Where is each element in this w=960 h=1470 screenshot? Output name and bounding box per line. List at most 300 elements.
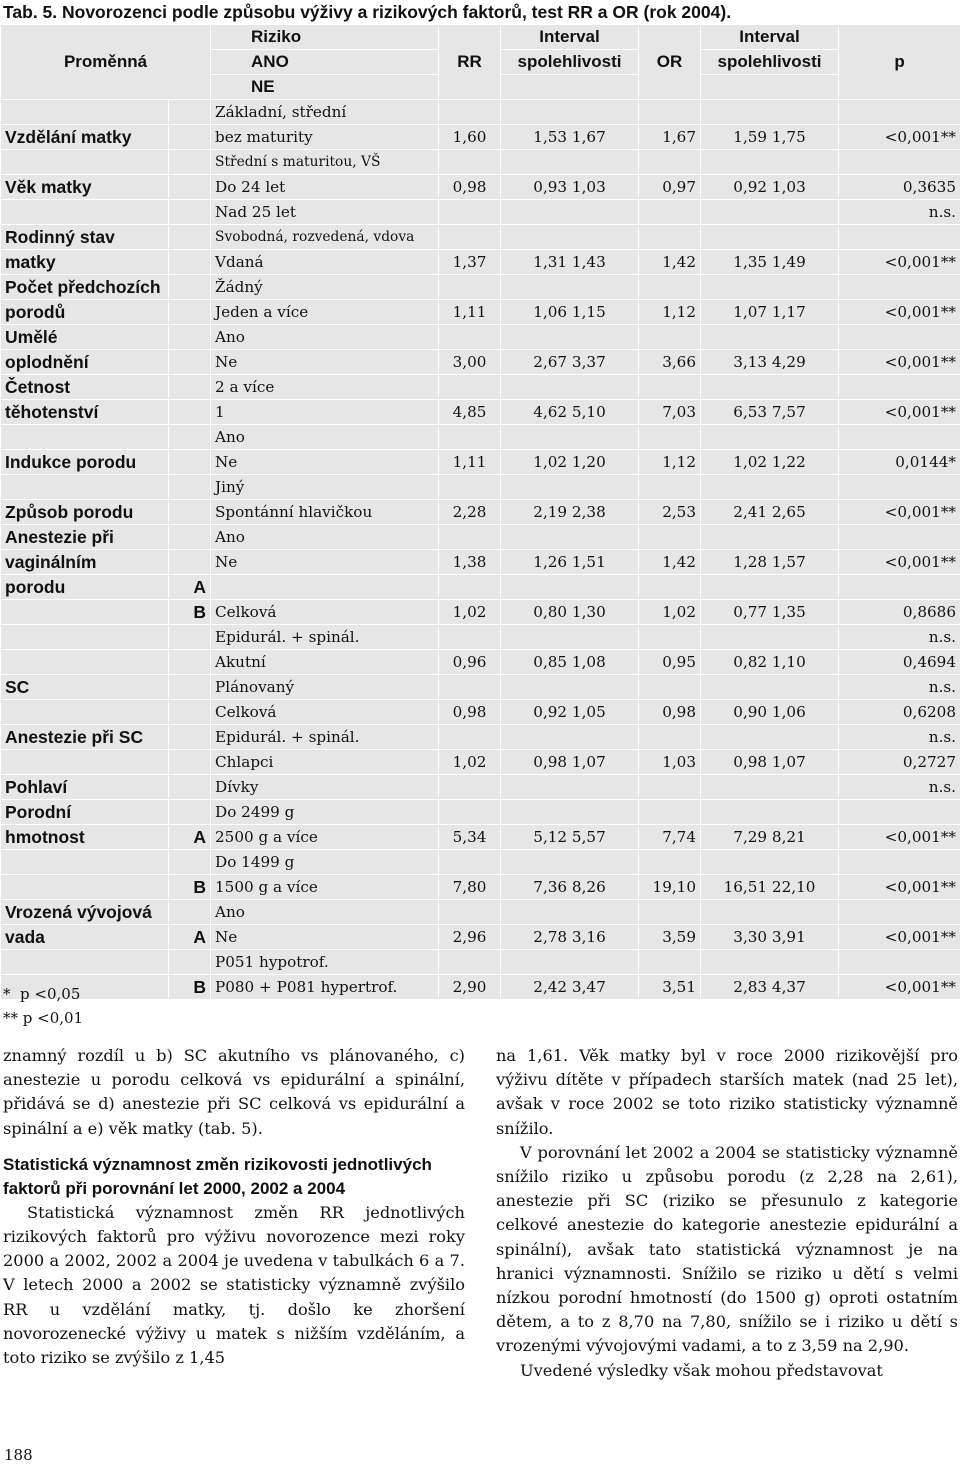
or-cell: 0,95	[639, 650, 701, 675]
ci2-cell	[701, 850, 839, 875]
ci2-cell: 1,35 1,49	[701, 250, 839, 275]
p-cell: <0,001**	[839, 875, 960, 900]
or-cell	[639, 800, 701, 825]
sublabel-cell	[169, 175, 211, 200]
ci2-cell: 3,13 4,29	[701, 350, 839, 375]
variable-cell	[1, 625, 169, 650]
risk-cell: Celková	[211, 700, 439, 725]
table-row	[1, 925, 960, 950]
p-cell: 0,4694	[839, 650, 960, 675]
variable-cell: Počet předchozích	[1, 275, 169, 300]
sublabel-cell	[169, 750, 211, 775]
table-row	[1, 400, 960, 425]
risk-cell: 2500 g a více	[211, 825, 439, 850]
variable-cell	[1, 700, 169, 725]
header-ci1-3	[501, 75, 639, 100]
rr-cell	[439, 475, 501, 500]
rr-cell: 4,85	[439, 400, 501, 425]
ci2-cell	[701, 775, 839, 800]
table-row	[1, 250, 960, 275]
ci1-cell	[501, 850, 639, 875]
rr-cell: 1,38	[439, 550, 501, 575]
left-paragraph-1: znamný rozdíl u b) SC akutního vs plánovaného, c) anestezie u porodu celková vs epidurální a spinální, přidává se d) anestezie při SC celková vs epidurální a spinální a e) věk matky (tab. 5).	[3, 1046, 465, 1138]
risk-cell: Ne	[211, 450, 439, 475]
table-row	[1, 800, 960, 825]
risk-cell: P080 + P081 hypertrof.	[211, 975, 439, 1000]
table-row	[1, 875, 960, 900]
table-row	[1, 225, 960, 250]
risk-cell: Akutní	[211, 650, 439, 675]
variable-cell: Četnost	[1, 375, 169, 400]
sublabel-cell	[169, 900, 211, 925]
p-cell	[839, 900, 960, 925]
or-cell	[639, 275, 701, 300]
risk-cell: Svobodná, rozvedená, vdova	[211, 225, 439, 250]
or-cell	[639, 725, 701, 750]
sublabel-cell: B	[169, 875, 211, 900]
risk-cell: Epidurál. + spinál.	[211, 725, 439, 750]
table-row	[1, 200, 960, 225]
ci1-cell	[501, 225, 639, 250]
rr-cell	[439, 775, 501, 800]
table-row	[1, 575, 960, 600]
table-row	[1, 350, 960, 375]
variable-cell: hmotnost	[1, 825, 169, 850]
variable-cell: Anestezie při	[1, 525, 169, 550]
sublabel-cell	[169, 650, 211, 675]
rr-cell	[439, 525, 501, 550]
risk-cell: Jiný	[211, 475, 439, 500]
or-cell	[639, 625, 701, 650]
rr-cell	[439, 425, 501, 450]
or-cell: 1,42	[639, 550, 701, 575]
ci2-cell: 1,59 1,75	[701, 125, 839, 150]
rr-cell: 2,90	[439, 975, 501, 1000]
header-p: p	[839, 25, 960, 100]
right-paragraph-1: na 1,61. Věk matky byl v roce 2000 rizikovější pro výživu dítěte v případech starších matek (nad 25 let), avšak v roce 2002 se toto riziko statisticky významně snížilo.	[496, 1046, 958, 1138]
left-column	[3, 1044, 465, 1370]
p-cell: 0,2727	[839, 750, 960, 775]
table-row	[1, 450, 960, 475]
rr-cell: 1,37	[439, 250, 501, 275]
ci2-cell	[701, 950, 839, 975]
sublabel-cell	[169, 675, 211, 700]
p-cell: 0,0144*	[839, 450, 960, 475]
ci2-cell	[701, 375, 839, 400]
p-cell	[839, 950, 960, 975]
rr-cell: 2,28	[439, 500, 501, 525]
header-risk-3: NE	[211, 75, 439, 100]
sublabel-cell	[169, 550, 211, 575]
p-cell	[839, 475, 960, 500]
sublabel-cell: A	[169, 575, 211, 600]
header-ci2-2: spolehlivosti	[701, 50, 839, 75]
ci2-cell	[701, 200, 839, 225]
variable-cell	[1, 425, 169, 450]
header-ci1-1: Interval	[501, 25, 639, 50]
table-row	[1, 175, 960, 200]
variable-cell	[1, 150, 169, 175]
table-row	[1, 900, 960, 925]
variable-cell: Rodinný stav	[1, 225, 169, 250]
ci2-cell: 2,41 2,65	[701, 500, 839, 525]
or-cell: 7,74	[639, 825, 701, 850]
variable-cell	[1, 100, 169, 125]
risk-cell: Ano	[211, 325, 439, 350]
ci2-cell	[701, 100, 839, 125]
risk-cell: Epidurál. + spinál.	[211, 625, 439, 650]
rr-cell: 5,34	[439, 825, 501, 850]
header-variable: Proměnná	[1, 25, 211, 100]
variable-cell	[1, 650, 169, 675]
ci1-cell: 0,92 1,05	[501, 700, 639, 725]
sublabel-cell: A	[169, 925, 211, 950]
p-cell	[839, 225, 960, 250]
rr-cell: 1,11	[439, 300, 501, 325]
p-cell: 0,8686	[839, 600, 960, 625]
ci1-cell: 1,26 1,51	[501, 550, 639, 575]
p-cell: <0,001**	[839, 125, 960, 150]
or-cell	[639, 475, 701, 500]
header-risk-2: ANO	[211, 50, 439, 75]
header-ci1-2: spolehlivosti	[501, 50, 639, 75]
table-row	[1, 425, 960, 450]
risk-cell: Spontánní hlavičkou	[211, 500, 439, 525]
sublabel-cell	[169, 800, 211, 825]
or-cell: 1,67	[639, 125, 701, 150]
table-row	[1, 475, 960, 500]
ci1-cell: 5,12 5,57	[501, 825, 639, 850]
ci1-cell: 2,67 3,37	[501, 350, 639, 375]
ci2-cell	[701, 725, 839, 750]
section-heading: Statistická významnost změn rizikovosti jednotlivých faktorů při porovnání let 2000, 2002 a 2004	[3, 1154, 432, 1198]
or-cell: 1,02	[639, 600, 701, 625]
p-cell: <0,001**	[839, 550, 960, 575]
or-cell: 0,97	[639, 175, 701, 200]
ci1-cell: 0,93 1,03	[501, 175, 639, 200]
sublabel-cell	[169, 325, 211, 350]
header-ci2-1: Interval	[701, 25, 839, 50]
p-cell: <0,001**	[839, 250, 960, 275]
or-cell	[639, 850, 701, 875]
ci2-cell: 2,83 4,37	[701, 975, 839, 1000]
table-row	[1, 950, 960, 975]
ci2-cell	[701, 900, 839, 925]
ci1-cell: 1,53 1,67	[501, 125, 639, 150]
right-paragraph-2: V porovnání let 2002 a 2004 se statisticky významně snížilo riziko u způsobu porodu (z 2,28 na 2,61), anestezie při SC (riziko se přesunulo z kategorie celkové anestezie do kategorie anestezie epidurální a spinální), avšak tato statistická významnost je na hranici významnosti. Snížilo se riziko u dětí s velmi nízkou porodní hmotností (do 1500 g) oproti ostatním dětem, a to z 8,70 na 7,80, snížilo se i riziko u dětí s vrozenými vývojovými vadami, a to z 3,59 na 2,90.	[496, 1142, 958, 1356]
right-paragraph-3: Uvedené výsledky však mohou představovat	[520, 1360, 883, 1380]
table-row	[1, 325, 960, 350]
variable-cell: Vrozená vývojová	[1, 900, 169, 925]
ci2-cell	[701, 800, 839, 825]
ci2-cell: 1,02 1,22	[701, 450, 839, 475]
rr-cell	[439, 375, 501, 400]
variable-cell: těhotenství	[1, 400, 169, 425]
or-cell	[639, 425, 701, 450]
table-row	[1, 725, 960, 750]
sublabel-cell	[169, 300, 211, 325]
ci1-cell	[501, 275, 639, 300]
risk-cell: Ne	[211, 350, 439, 375]
risk-table	[0, 24, 960, 1000]
rr-cell	[439, 225, 501, 250]
ci2-cell: 0,92 1,03	[701, 175, 839, 200]
risk-cell: Základní, střední	[211, 100, 439, 125]
or-cell: 2,53	[639, 500, 701, 525]
risk-cell: Vdaná	[211, 250, 439, 275]
table-caption: Tab. 5. Novorozenci podle způsobu výživy a rizikových faktorů, test RR a OR (rok 2004).	[3, 2, 732, 22]
rr-cell	[439, 800, 501, 825]
ci2-cell: 0,98 1,07	[701, 750, 839, 775]
ci2-cell: 7,29 8,21	[701, 825, 839, 850]
or-cell: 1,12	[639, 450, 701, 475]
variable-cell: Umělé	[1, 325, 169, 350]
ci2-cell: 16,51 22,10	[701, 875, 839, 900]
rr-cell: 3,00	[439, 350, 501, 375]
table-row	[1, 500, 960, 525]
ci1-cell	[501, 575, 639, 600]
rr-cell: 0,98	[439, 700, 501, 725]
or-cell	[639, 325, 701, 350]
p-cell: <0,001**	[839, 300, 960, 325]
p-cell: <0,001**	[839, 975, 960, 1000]
sublabel-cell: B	[169, 600, 211, 625]
sublabel-cell	[169, 350, 211, 375]
left-paragraph-2: Statistická významnost změn RR jednotlivých rizikových faktorů pro výživu novorozence mezi roky 2000 a 2002, 2002 a 2004 je uvedena v tabulkách 6 a 7. V letech 2000 a 2002 se statisticky významně zvýšilo RR u vzdělání matky, tj. došlo ke zhoršení novorozenecké výživy u matek s nižším vzděláním, a toto riziko se zvýšilo z 1,45	[3, 1202, 465, 1368]
risk-cell: P051 hypotrof.	[211, 950, 439, 975]
ci1-cell: 0,80 1,30	[501, 600, 639, 625]
table-row	[1, 150, 960, 175]
ci1-cell: 0,98 1,07	[501, 750, 639, 775]
sublabel-cell: B	[169, 975, 211, 1000]
p-cell: 0,3635	[839, 175, 960, 200]
sublabel-cell	[169, 625, 211, 650]
rr-cell	[439, 200, 501, 225]
p-cell	[839, 525, 960, 550]
risk-cell: Ne	[211, 550, 439, 575]
risk-cell: Plánovaný	[211, 675, 439, 700]
ci1-cell: 1,02 1,20	[501, 450, 639, 475]
page-number: 188	[4, 1446, 33, 1464]
risk-cell: Ano	[211, 425, 439, 450]
sublabel-cell	[169, 375, 211, 400]
risk-cell: Střední s maturitou, VŠ	[211, 150, 439, 175]
ci1-cell	[501, 525, 639, 550]
p-cell	[839, 150, 960, 175]
header-ci2-3	[701, 75, 839, 100]
risk-cell: Žádný	[211, 275, 439, 300]
p-cell: <0,001**	[839, 925, 960, 950]
rr-cell	[439, 100, 501, 125]
ci1-cell	[501, 150, 639, 175]
ci2-cell	[701, 275, 839, 300]
risk-cell	[211, 575, 439, 600]
ci1-cell	[501, 375, 639, 400]
or-cell	[639, 100, 701, 125]
rr-cell: 1,11	[439, 450, 501, 475]
ci1-cell: 1,31 1,43	[501, 250, 639, 275]
rr-cell	[439, 900, 501, 925]
sublabel-cell	[169, 500, 211, 525]
rr-cell: 1,02	[439, 600, 501, 625]
ci2-cell: 3,30 3,91	[701, 925, 839, 950]
ci2-cell: 1,28 1,57	[701, 550, 839, 575]
or-cell: 7,03	[639, 400, 701, 425]
ci1-cell	[501, 775, 639, 800]
ci2-cell	[701, 525, 839, 550]
p-cell	[839, 275, 960, 300]
p-cell	[839, 800, 960, 825]
or-cell	[639, 775, 701, 800]
variable-cell: Způsob porodu	[1, 500, 169, 525]
rr-cell: 1,02	[439, 750, 501, 775]
risk-cell: Jeden a více	[211, 300, 439, 325]
ci2-cell	[701, 475, 839, 500]
ci2-cell: 0,90 1,06	[701, 700, 839, 725]
sublabel-cell	[169, 100, 211, 125]
ci1-cell: 2,78 3,16	[501, 925, 639, 950]
table-row	[1, 650, 960, 675]
p-cell: n.s.	[839, 775, 960, 800]
or-cell	[639, 525, 701, 550]
or-cell	[639, 150, 701, 175]
rr-cell	[439, 150, 501, 175]
sublabel-cell	[169, 275, 211, 300]
variable-cell: oplodnění	[1, 350, 169, 375]
p-cell: <0,001**	[839, 500, 960, 525]
header-risk-1: Riziko	[211, 25, 439, 50]
header-rr: RR	[439, 25, 501, 100]
or-cell: 1,12	[639, 300, 701, 325]
rr-cell: 0,98	[439, 175, 501, 200]
ci1-cell	[501, 725, 639, 750]
table-row	[1, 675, 960, 700]
sublabel-cell	[169, 700, 211, 725]
rr-cell: 1,60	[439, 125, 501, 150]
ci1-cell	[501, 900, 639, 925]
rr-cell: 2,96	[439, 925, 501, 950]
p-cell: 0,6208	[839, 700, 960, 725]
table-row	[1, 275, 960, 300]
header-or: OR	[639, 25, 701, 100]
variable-cell: Vzdělání matky	[1, 125, 169, 150]
variable-cell	[1, 750, 169, 775]
ci2-cell	[701, 225, 839, 250]
rr-cell	[439, 575, 501, 600]
table-row	[1, 825, 960, 850]
risk-cell: Do 24 let	[211, 175, 439, 200]
ci1-cell: 2,19 2,38	[501, 500, 639, 525]
variable-cell: vada	[1, 925, 169, 950]
risk-cell: Ano	[211, 525, 439, 550]
table-row	[1, 375, 960, 400]
risk-cell: Ano	[211, 900, 439, 925]
risk-cell: 2 a více	[211, 375, 439, 400]
sublabel-cell	[169, 450, 211, 475]
rr-cell	[439, 950, 501, 975]
sublabel-cell	[169, 950, 211, 975]
ci2-cell: 1,07 1,17	[701, 300, 839, 325]
ci1-cell	[501, 425, 639, 450]
table-row	[1, 100, 960, 125]
variable-cell	[1, 475, 169, 500]
or-cell	[639, 575, 701, 600]
rr-cell	[439, 275, 501, 300]
variable-cell: vaginálním	[1, 550, 169, 575]
p-cell: n.s.	[839, 725, 960, 750]
sublabel-cell	[169, 225, 211, 250]
rr-cell: 0,96	[439, 650, 501, 675]
rr-cell	[439, 850, 501, 875]
ci2-cell	[701, 150, 839, 175]
ci1-cell	[501, 200, 639, 225]
sublabel-cell	[169, 725, 211, 750]
sublabel-cell	[169, 850, 211, 875]
sublabel-cell: A	[169, 825, 211, 850]
ci2-cell: 0,77 1,35	[701, 600, 839, 625]
ci2-cell: 0,82 1,10	[701, 650, 839, 675]
table-row	[1, 600, 960, 625]
table-body	[1, 100, 960, 1000]
sublabel-cell	[169, 250, 211, 275]
note-line-1: * p <0,05	[3, 985, 81, 1003]
table-row	[1, 850, 960, 875]
variable-cell: porodů	[1, 300, 169, 325]
or-cell	[639, 200, 701, 225]
risk-cell: Chlapci	[211, 750, 439, 775]
p-cell	[839, 100, 960, 125]
sublabel-cell	[169, 125, 211, 150]
ci1-cell	[501, 625, 639, 650]
variable-cell: porodu	[1, 575, 169, 600]
variable-cell	[1, 850, 169, 875]
rr-cell	[439, 325, 501, 350]
risk-cell: Dívky	[211, 775, 439, 800]
variable-cell	[1, 200, 169, 225]
table-row	[1, 700, 960, 725]
p-cell: <0,001**	[839, 400, 960, 425]
sublabel-cell	[169, 400, 211, 425]
sublabel-cell	[169, 200, 211, 225]
ci1-cell: 1,06 1,15	[501, 300, 639, 325]
note-line-2: ** p <0,01	[3, 1009, 84, 1027]
variable-cell: SC	[1, 675, 169, 700]
ci1-cell	[501, 950, 639, 975]
table-row	[1, 625, 960, 650]
ci2-cell	[701, 625, 839, 650]
sublabel-cell	[169, 775, 211, 800]
risk-cell: Nad 25 let	[211, 200, 439, 225]
ci1-cell: 0,85 1,08	[501, 650, 639, 675]
table-row	[1, 525, 960, 550]
p-cell	[839, 375, 960, 400]
ci1-cell	[501, 100, 639, 125]
sublabel-cell	[169, 525, 211, 550]
p-cell: n.s.	[839, 675, 960, 700]
or-cell	[639, 950, 701, 975]
or-cell: 3,51	[639, 975, 701, 1000]
or-cell	[639, 225, 701, 250]
risk-cell: Do 1499 g	[211, 850, 439, 875]
table-row	[1, 300, 960, 325]
table-row	[1, 750, 960, 775]
or-cell: 1,42	[639, 250, 701, 275]
variable-cell: Indukce porodu	[1, 450, 169, 475]
variable-cell: Pohlaví	[1, 775, 169, 800]
table-row	[1, 125, 960, 150]
or-cell	[639, 675, 701, 700]
ci2-cell	[701, 425, 839, 450]
